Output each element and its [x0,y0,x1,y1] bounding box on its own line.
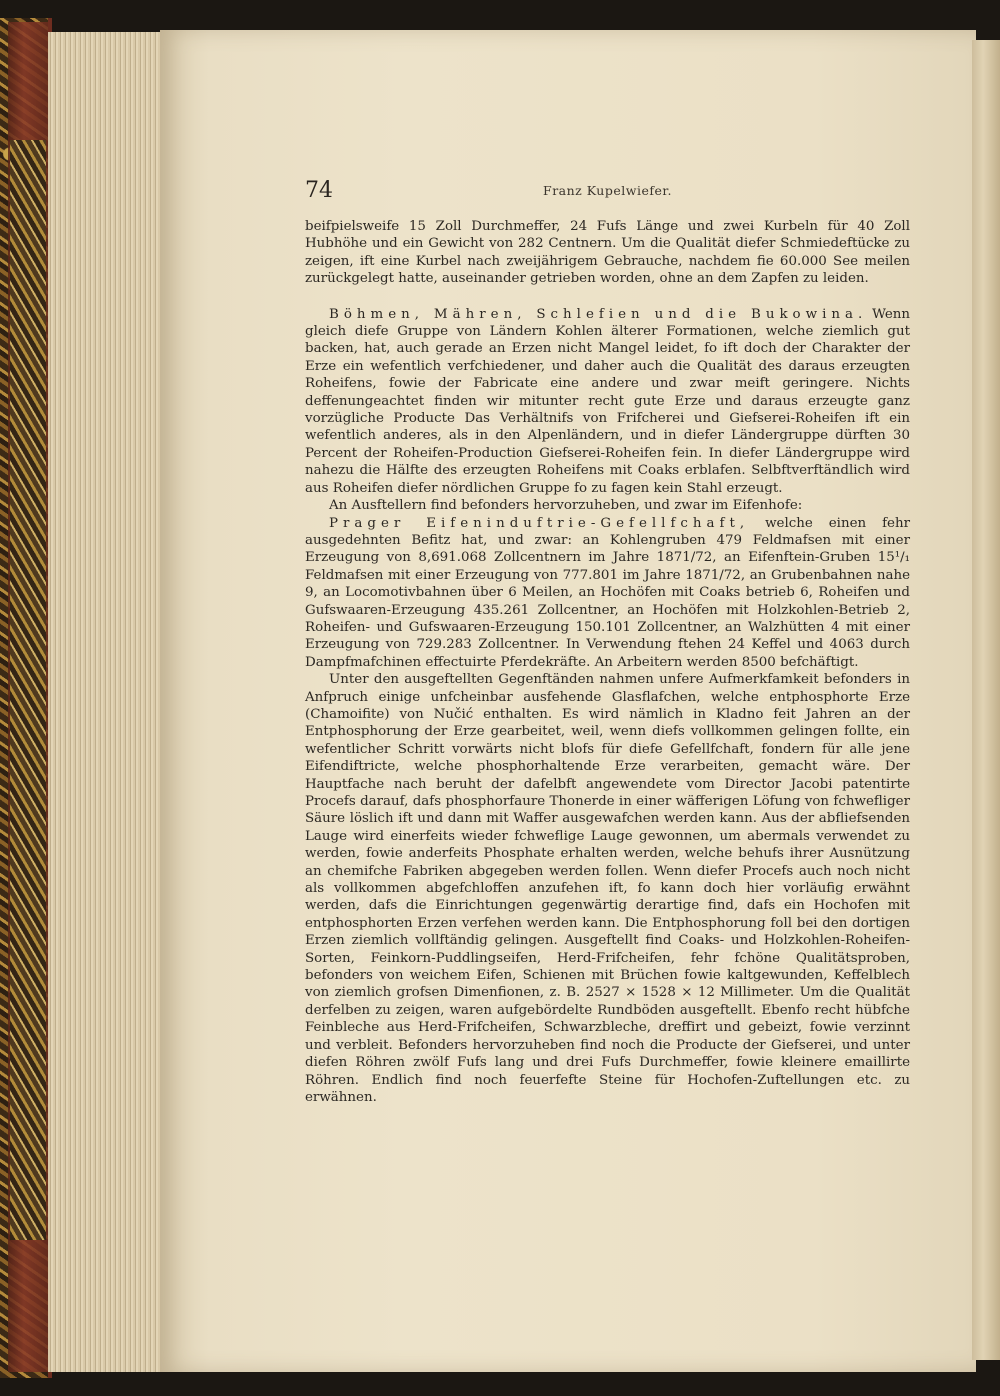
paragraph-text: beifpielsweife 15 Zoll Durchmeffer, 24 Fufs Länge und zwei Kurbeln für 40 Zoll Hubhöhe und ein Gewicht von 282 Centnern. Um die Qualität diefer Schmiedeftücke zu zeigen, ift eine Kurbel nach zweijährigem Gebrauche, nachdem fie 60.000 See meilen zurückgelegt hatte, auseinander getrieben worden, ohne an dem Zapfen zu leiden. [305,219,910,287]
paragraph-5 [305,671,910,1106]
section-heading: Böhmen, Mähren, Schlefien und die Bukowina. [329,306,868,322]
marbled-edge [10,140,46,1240]
facing-page-edge [972,40,1000,1360]
paragraph-text: Unter den ausgeftellten Gegenftänden nahmen unfere Aufmerkfamkeit befonders in Anfpruch einige unfcheinbar ausfehende Glasflafchen, welche entphosphorte Erze (Chamoifite) von Nučić enthalten. Es wird nämlich in Kladno feit Jahren an der Entphosphorung der Erze gearbeitet, weil, wenn diefs vollkommen gelingen follte, ein wefentlicher Schritt vorwärts nicht blofs für diefe Gefellfchaft, fondern für alle jene Eifendiftricte, welche phosphorhaltende Erze verarbeiten, gemacht wäre. Der Hauptfache nach beruht der dafelbft angewendete vom Director Jacobi patentirte Procefs darauf, dafs phosphorfaure Thonerde in einer wäfferigen Löfung von fchwefliger Säure löslich ift und dann mit Waffer ausgewafchen werden kann. Aus der abfliefsenden Lauge wird einerfeits wieder fchweflige Lauge gewonnen, um abermals verwendet zu werden, fowie anderfeits Phosphate erhalten werden, welche behufs ihrer Ausnützung an chemifche Fabriken abgegeben werden follen. Wenn diefer Procefs auch noch nicht als vollkommen abgefchloffen anzufehen ift, fo kann doch hier vorläufig erwähnt werden, dafs die Einrichtungen gegenwärtig derartige find, dafs ein Hochofen mit entphosphorten Erzen verfehen werden kann. Die Entphosphorung foll bei den dortigen Erzen ziemlich vollftändig gelingen. Ausgeftellt find Coaks- und Holzkohlen-Roheifen-Sorten, Feinkorn-Puddlingseifen, Herd-Frifcheifen, fehr fchöne Qualitätsproben, befonders von weichem Eifen, Schienen mit Brüchen fowie kaltgewunden, Keffelblech von ziemlich grofsen Dimenfionen, z. B. 2527 × 1528 × 12 Millimeter. Um die Qualität derfelben zu zeigen, waren aufgebördelte Rundböden ausgeftellt. Ebenfo recht hübfche Feinbleche aus Herd-Frifcheifen, Schwarzbleche, dreffirt und gebeizt, fowie verzinnt und verbleit. Befonders hervorzuheben find noch die Producte der Giefserei, und unter diefen Röhren zwölf Fufs lang und drei Fufs Durchmeffer, fowie kleinere emaillirte Röhren. Endlich find noch feuerfefte Steine für Hochofen-Zuftellungen etc. zu erwähnen. [305,672,910,1105]
page-number: 74 [305,178,333,203]
paragraph-text: welche einen fehr ausgedehnten Befitz hat, und zwar: an Kohlengruben 479 Feldmafsen mit einer Erzeugung von 8,691.068 Zollcentnern im Jahre 1871/72, an Eifenftein-Gruben 15¹/₁ Feldmafsen mit einer Erzeugung von 777.801 im Jahre 1871/72, an Grubenbahnen nahe 9, an Locomotivbahnen über 6 Meilen, an Hochöfen mit Coaks betrieb 6, Roheifen und Gufswaaren-Erzeugung 435.261 Zollcentner, an Hochöfen mit Holzkohlen-Betrieb 2, Roheifen- und Gufswaaren-Erzeugung 150.101 Zollcentner, an Walzhütten 4 mit einer Erzeugung von 729.283 Zollcentner. In Verwendung ftehen 24 Keffel und 4063 durch Dampfmafchinen effectuirte Pferdekräfte. An Arbeitern werden 8500 befchäftigt. [305,515,910,670]
body-text [305,218,910,1106]
paragraph-3 [305,497,910,514]
paragraph-4 [305,515,910,672]
page-header [305,178,910,208]
paragraph-1 [305,218,910,288]
running-head: Franz Kupelwiefer. [543,183,672,198]
background-top [0,0,1000,30]
paragraph-text: Wenn gleich diefe Gruppe von Ländern Kohlen älterer Formationen, welche ziemlich gut backen, hat, auch gerade an Erzen nicht Mangel leidet, fo ift doch der Charakter der Erze ein wefentlich verfchiedener, und daher auch die Qualität des daraus erzeugten Roheifens, fowie der Fabricate eine andere und zwar meift geringere. Nichts deffenungeachtet finden wir mitunter recht gute Erze und daraus erzeugte ganz vorzügliche Producte Das Verhältnifs von Frifcherei und Giefserei-Roheifen ift ein wefentlich anderes, als in den Alpenländern, und in diefer Ländergruppe dürften 30 Percent der Roheifen-Production Giefserei-Roheifen fein. In diefer Ländergruppe wird nahezu die Hälfte des erzeugten Roheifens mit Coaks erblafen. Selbftverftändlich wird aus Roheifen diefer nördlichen Gruppe fo zu fagen kein Stahl erzeugt. [305,306,910,496]
paragraph-text: An Ausftellern find befonders hervorzuheben, und zwar im Eifenhofe: [329,498,803,514]
paragraph-2 [305,306,910,497]
company-name: Prager Eifeninduftrie-Gefellfchaft, [329,515,750,531]
page-stack [48,32,168,1372]
